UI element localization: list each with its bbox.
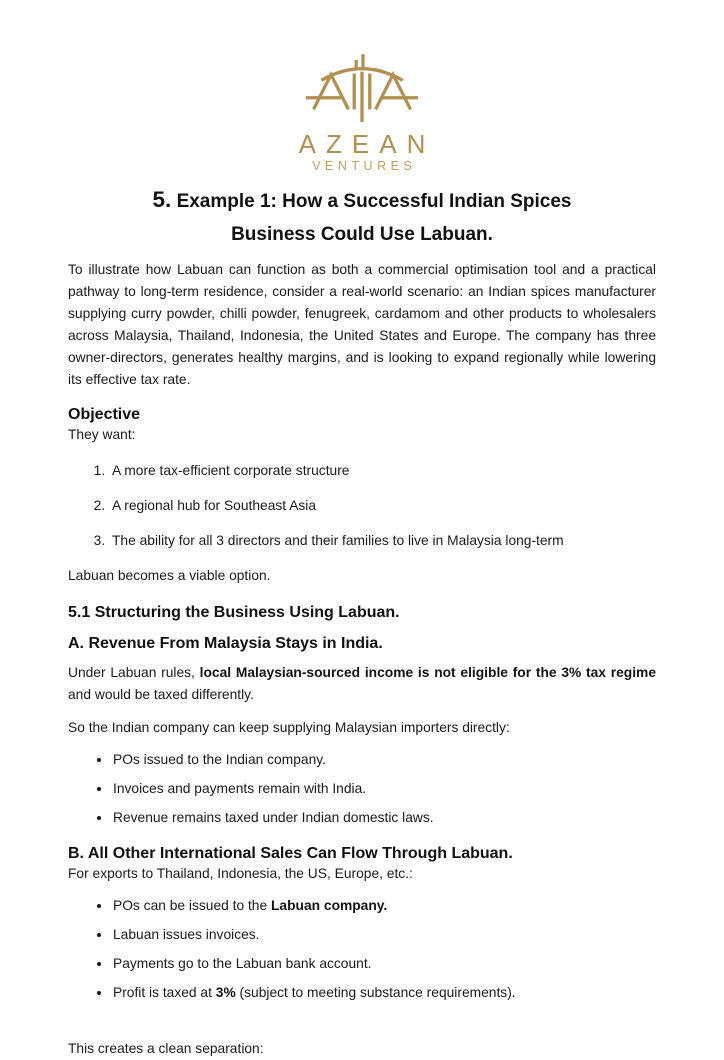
list-item: 1. A more tax-efficient corporate structure <box>109 460 656 482</box>
logo <box>68 54 656 173</box>
bullet-item: • Revenue remains taxed under Indian domestic laws. <box>112 807 656 829</box>
text-run: POs can be issued to the <box>113 897 271 913</box>
section-a-bullets <box>68 749 656 829</box>
azean-logo-icon <box>298 54 426 128</box>
section-b-lead: For exports to Thailand, Indonesia, the US, Europe, etc.: <box>68 865 413 881</box>
list-item: 2. A regional hub for Southeast Asia <box>109 495 656 517</box>
bullet-item <box>112 895 656 917</box>
section-a-lead: So the Indian company can keep supplying Malaysian importers directly: <box>68 719 510 735</box>
section-51-heading: 5.1 Structuring the Business Using Labuan. <box>68 603 400 621</box>
page-title-text1: Example 1: How a Successful Indian Spices <box>176 190 572 212</box>
text-run: (subject to meeting substance requirements). <box>235 984 516 1000</box>
objective-list <box>68 460 656 552</box>
bullet-item <box>112 953 656 975</box>
section-a-paragraph <box>68 662 656 706</box>
text-run: Under Labuan rules, <box>68 664 200 680</box>
logo-name: AZEAN <box>298 129 436 159</box>
objective-conclusion: Labuan becomes a viable option. <box>68 567 271 583</box>
objective-lead: They want: <box>68 426 136 442</box>
text-run: Labuan issues invoices. <box>113 926 260 942</box>
objective-heading: Objective <box>68 405 141 423</box>
page-title-line1 <box>68 183 656 218</box>
section-b-bullets <box>68 895 656 1004</box>
bullet-item: • Invoices and payments remain with India. <box>112 778 656 800</box>
text-run: Profit is taxed at <box>113 984 216 1000</box>
logo-tagline: VENTURES <box>312 159 417 173</box>
bullet-item <box>112 924 656 946</box>
section-a-heading: A. Revenue From Malaysia Stays in India. <box>68 634 383 652</box>
page-title <box>68 183 656 251</box>
list-item: 3. The ability for all 3 directors and their families to live in Malaysia long-term <box>109 530 656 552</box>
bold-run: 3% <box>215 984 236 1000</box>
bold-run: local Malaysian-sourced income is not eligible for the 3% tax regime <box>199 664 656 680</box>
text-run: and would be taxed differently. <box>68 686 254 702</box>
bullet-item <box>112 982 656 1004</box>
page-title-line2: Business Could Use Labuan. <box>231 223 493 245</box>
bullet-item: • POs issued to the Indian company. <box>112 749 656 771</box>
text-run: Payments go to the Labuan bank account. <box>113 955 372 971</box>
page-title-number: 5. <box>152 186 172 212</box>
intro-paragraph: To illustrate how Labuan can function as both a commercial optimisation tool and a practical pathway to long-term residence, consider a real-world scenario: an Indian spices manufacturer supplying curry powder, chilli powder, fenugreek, cardamom and other products to wholesalers across Malaysia, Thailand, Indonesia, the United States and Europe. The company has three owner-directors, generates healthy margins, and is looking to expand regionally while lowering its effective tax rate. <box>68 261 656 387</box>
section-b-heading: B. All Other International Sales Can Flow Through Labuan. <box>68 844 513 862</box>
bold-run: Labuan company. <box>271 897 388 913</box>
closing-line: This creates a clean separation: <box>68 1040 264 1056</box>
